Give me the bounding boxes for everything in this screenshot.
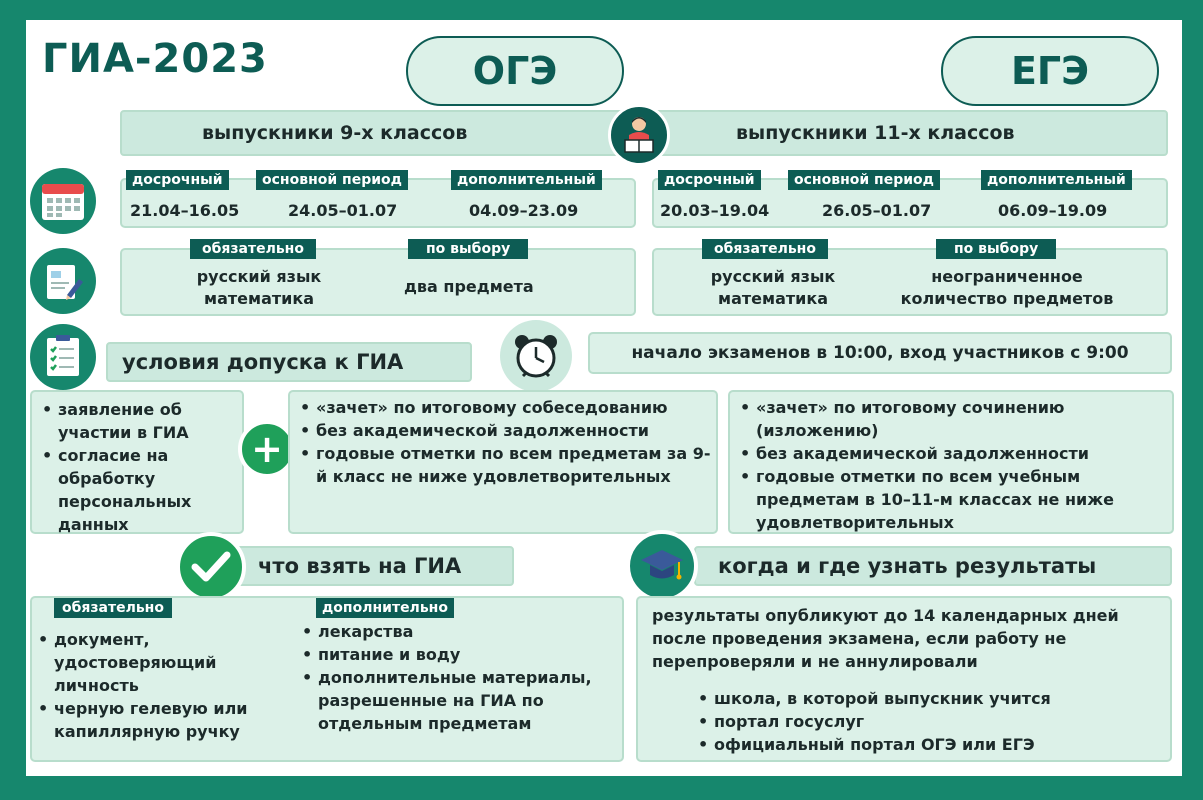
exam-start-text: начало экзаменов в 10:00, вход участников с 9:00 [631, 343, 1129, 363]
oge-choice-text: два предмета [404, 277, 534, 296]
ege-mandatory-tag: обязательно [702, 239, 828, 259]
ege-period-dates-2: 26.05–01.07 [822, 201, 932, 220]
take-optional-tag: дополнительно [316, 598, 454, 618]
graduation-cap-icon [626, 530, 698, 602]
subject-item: математика [717, 289, 828, 308]
exam-start-box [588, 332, 1172, 374]
list-item: • годовые отметки по всем предметам за 9-й класс не ниже удовлетворительных [294, 442, 712, 488]
take-optional-list [296, 620, 618, 735]
list-item: • «зачет» по итоговому сочинению (изложению) [734, 396, 1168, 442]
list-item: • дополнительные материалы, разрешенные на ГИА по отдельным предметам [296, 666, 618, 735]
subject-item: русский язык [196, 267, 322, 286]
ege-period-label-2: основной период [788, 170, 940, 190]
student-reading-icon [608, 104, 670, 166]
alarm-clock-icon [500, 320, 572, 392]
ege-period-dates-1: 20.03–19.04 [660, 201, 770, 220]
page-title: ГИА-2023 [42, 36, 268, 82]
checklist-icon [30, 324, 96, 390]
oge-period-dates-2: 24.05–01.07 [288, 201, 398, 220]
list-item: • годовые отметки по всем учебным предметам в 10–11-м классах не ниже удовлетворительных [734, 465, 1168, 534]
ege-admission-box [728, 390, 1174, 534]
oge-period-dates-1: 21.04–16.05 [130, 201, 240, 220]
subject-item: русский язык [710, 267, 836, 286]
list-item: • без академической задолженности [734, 442, 1168, 465]
common-admission-list [36, 398, 238, 536]
oge-period-label-1: досрочный [126, 170, 229, 190]
take-mandatory-list-wrap [32, 628, 294, 743]
ege-choice-tag: по выбору [936, 239, 1056, 259]
oge-choice-tag: по выбору [408, 239, 528, 259]
ege-header: ЕГЭ [941, 36, 1159, 106]
ege-period-label-1: досрочный [658, 170, 761, 190]
take-mandatory-list [32, 628, 294, 743]
oge-admission-list [294, 396, 712, 488]
ege-admission-list [734, 396, 1168, 534]
oge-admission-box [288, 390, 718, 534]
document-pen-icon [30, 248, 96, 314]
list-item: • портал госуслуг [692, 710, 1156, 733]
subject-item: математика [203, 289, 314, 308]
list-item: • официальный портал ОГЭ или ЕГЭ [692, 733, 1156, 756]
list-item: • черную гелевую или капиллярную ручку [32, 697, 294, 743]
ege-choice-text: неограниченное количество предметов [900, 267, 1114, 308]
common-admission-box [30, 390, 244, 534]
take-mandatory-tag: обязательно [54, 598, 172, 618]
oge-graduates: выпускники 9-х классов [202, 122, 468, 144]
list-item: • питание и воду [296, 643, 618, 666]
list-item: • «зачет» по итоговому собеседованию [294, 396, 712, 419]
oge-header: ОГЭ [406, 36, 624, 106]
list-item: • лекарства [296, 620, 618, 643]
take-optional-list-wrap [296, 620, 618, 735]
oge-mandatory-subjects [174, 266, 344, 310]
admission-heading: условия допуска к ГИА [106, 342, 472, 382]
oge-period-label-3: дополнительный [451, 170, 602, 190]
ege-period-dates-3: 06.09–19.09 [998, 201, 1108, 220]
list-item: • согласие на обработку персональных данных [36, 444, 238, 536]
check-icon [176, 532, 246, 602]
list-item: • школа, в которой выпускник учится [692, 687, 1156, 710]
results-heading: когда и где узнать результаты [694, 546, 1172, 586]
ege-mandatory-subjects [688, 266, 858, 310]
oge-period-dates-3: 04.09–23.09 [469, 201, 579, 220]
ege-period-label-3: дополнительный [981, 170, 1132, 190]
ege-graduates: выпускники 11-х классов [736, 122, 1015, 144]
infographic [26, 20, 1182, 776]
list-item: • заявление об участии в ГИА [36, 398, 238, 444]
list-item: • документ, удостоверяющий личность [32, 628, 294, 697]
results-text: результаты опубликуют до 14 календарных дней после проведения экзамена, если работу не перепроверяли и не аннулировали [652, 606, 1119, 671]
take-heading: что взять на ГИА [236, 546, 514, 586]
list-item: • без академической задолженности [294, 419, 712, 442]
calendar-icon [30, 168, 96, 234]
oge-mandatory-tag: обязательно [190, 239, 316, 259]
results-places-list [692, 687, 1156, 756]
plus-icon: + [238, 420, 296, 478]
results-box [636, 596, 1172, 762]
oge-period-label-2: основной период [256, 170, 408, 190]
